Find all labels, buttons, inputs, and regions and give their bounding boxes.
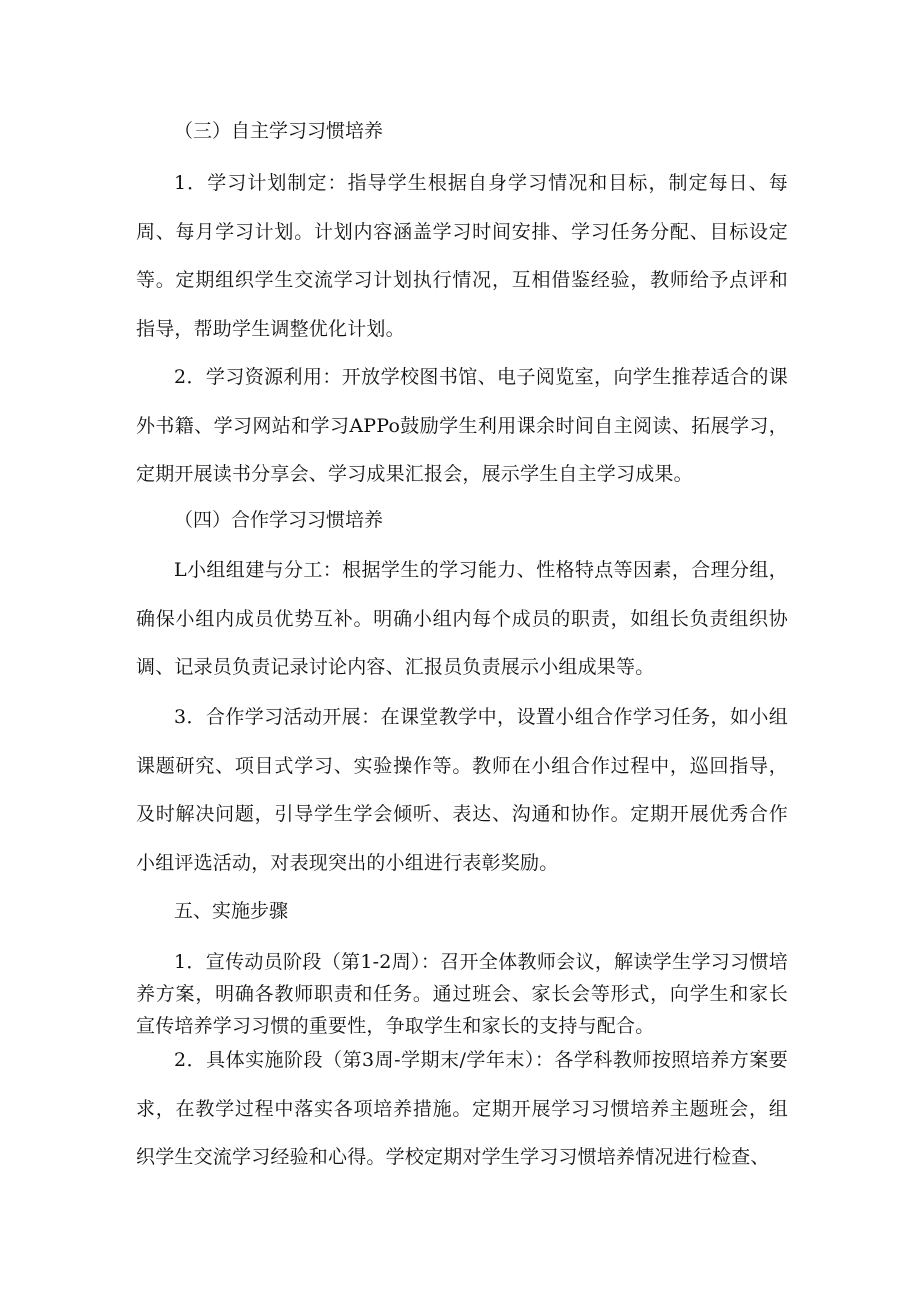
paragraph-cooperative-activities: 3．合作学习活动开展：在课堂教学中，设置小组合作学习任务，如小组课题研究、项目式学习、实验操作等。教师在小组合作过程中，巡回指导，及时解决问题，引导学生学会倾听、表达、沟通和协作。定期开展优秀合作小组评选活动，对表现突出的小组进行表彰奖励。 [136, 706, 788, 874]
section-heading-self-study: （三）自主学习习惯培养 [174, 120, 384, 142]
section-heading-implementation-steps: 五、实施步骤 [174, 900, 289, 922]
paragraph-study-resources: 2．学习资源利用：开放学校图书馆、电子阅览室，向学生推荐适合的课外书籍、学习网站和学习APPo鼓励学生利用课余时间自主阅读、拓展学习，定期开展读书分享会、学习成果汇报会，展示学生自主学习成果。 [136, 366, 788, 485]
paragraph-step-mobilization: 1．宣传动员阶段（第1-2周）：召开全体教师会议，解读学生学习习惯培养方案，明确各教师职责和任务。通过班会、家长会等形式，向学生和家长宣传培养学习习惯的重要性，争取学生和家长的支持与配合。 [136, 951, 788, 1037]
section-heading-cooperative-study: （四）合作学习习惯培养 [174, 509, 384, 531]
paragraph-group-formation: L小组组建与分工：根据学生的学习能力、性格特点等因素，合理分组，确保小组内成员优势互补。明确小组内每个成员的职责，如组长负责组织协调、记录员负责记录讨论内容、汇报员负责展示小组成果等。 [136, 559, 788, 678]
paragraph-step-implementation: 2．具体实施阶段（第3周-学期末/学年末）：各学科教师按照培养方案要求，在教学过程中落实各项培养措施。定期开展学习习惯培养主题班会，组织学生交流学习经验和心得。学校定期对学生学习习惯培养情况进行检查、 [136, 1049, 788, 1168]
paragraph-study-plan: 1．学习计划制定：指导学生根据自身学习情况和目标，制定每日、每周、每月学习计划。计划内容涵盖学习时间安排、学习任务分配、目标设定等。定期组织学生交流学习计划执行情况，互相借鉴经验，教师给予点评和指导，帮助学生调整优化计划。 [136, 172, 788, 340]
